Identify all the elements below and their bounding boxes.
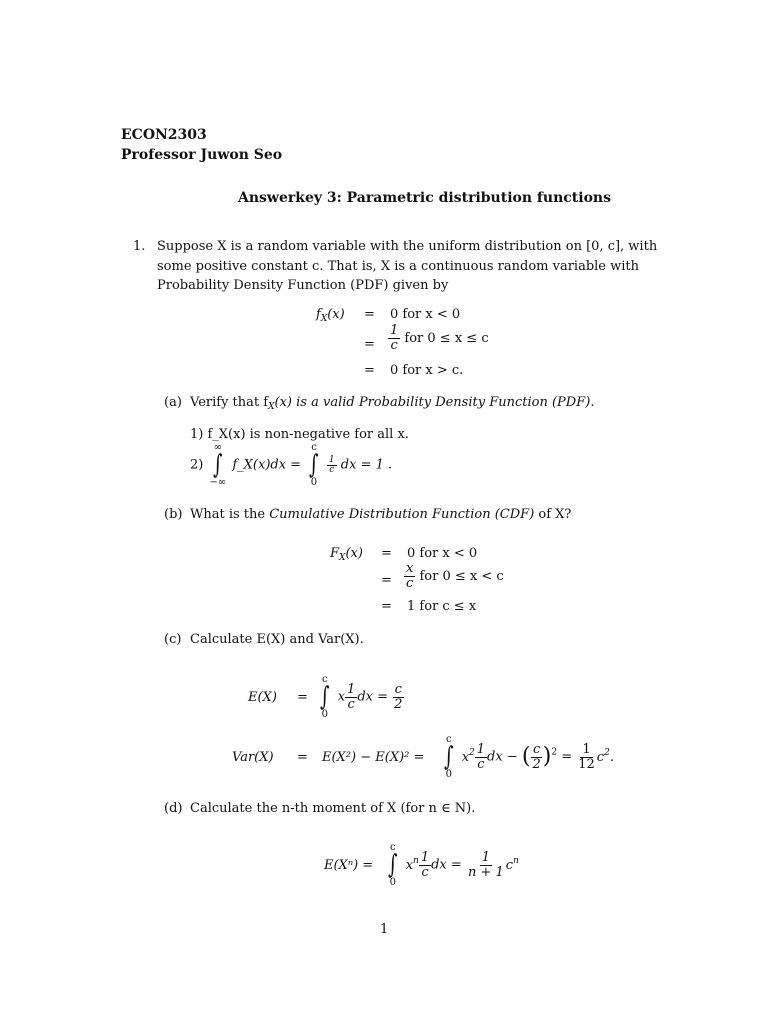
question-line-3: Probability Density Function (PDF) given by: [157, 278, 449, 293]
professor-name: Professor Juwon Seo: [121, 147, 283, 163]
pdf-eq-1: =: [364, 307, 375, 322]
ex-rhs: c ∫ 0 x $\frac{1}{c}$ dx = $\frac{c}{2}$: [320, 674, 403, 720]
part-c-label: (c): [164, 632, 182, 647]
part-c-question: Calculate E(X) and Var(X).: [190, 632, 364, 647]
var-lhs: Var(X): [232, 750, 274, 765]
pdf-eq-3: =: [364, 363, 375, 378]
part-d-label: (d): [164, 801, 183, 816]
cdf-lhs: $F_X(x)$: [330, 546, 363, 563]
part-b-label: (b): [164, 507, 183, 522]
pdf-row-2: $\frac{1}{c}$ for 0 ≤ x ≤ c: [390, 323, 489, 353]
moment-rhs: c ∫ 0 $x^n$ $\frac{1}{c}$ dx = $\frac{1}{n + 1}$ $c^n$: [388, 842, 519, 888]
question-line-1: Suppose X is a random variable with the uniform distribution on [0, c], with: [157, 239, 658, 254]
ex-eq: =: [297, 690, 308, 705]
page-title: Answerkey 3: Parametric distribution functions: [238, 190, 611, 206]
page-number: 1: [380, 922, 389, 937]
cdf-eq-2: =: [381, 573, 392, 588]
part-b-question: What is the Cumulative Distribution Function (CDF) of X?: [190, 507, 572, 522]
cdf-row-1: 0 for x < 0: [407, 546, 478, 561]
question-number: 1.: [133, 239, 146, 254]
part-d-question: Calculate the n-th moment of X (for n ∈ N).: [190, 801, 476, 816]
var-mid: E(X²) − E(X)² =: [322, 750, 425, 765]
pdf-lhs: $f_X(x)$: [316, 307, 345, 324]
moment-lhs: E(Xⁿ) =: [324, 858, 374, 873]
cdf-eq-1: =: [381, 546, 392, 561]
pdf-row-3: 0 for x > c.: [390, 363, 464, 378]
var-rhs: c ∫ 0 $x^2$ $\frac{1}{c}$ dx − ( $\frac{c}{2}$ )$^2$ = $\frac{1}{12}$ $c^2$.: [444, 734, 614, 780]
cdf-row-2: $\frac{x}{c}$ for 0 ≤ x < c: [406, 561, 504, 591]
var-eq: =: [297, 750, 308, 765]
question-line-2: some positive constant c. That is, X is a continuous random variable with: [157, 259, 640, 274]
cdf-row-3: 1 for c ≤ x: [407, 599, 477, 614]
pdf-eq-2: =: [364, 337, 375, 352]
part-a-item-1: 1) f_X(x) is non-negative for all x.: [190, 427, 409, 442]
part-a-item-2: 2) ∞ ∫ −∞ f_X(x)dx = c ∫ 0 $\frac{1}{c}$ dx = 1 .: [190, 442, 393, 488]
course-code: ECON2303: [121, 127, 207, 143]
pdf-row-1: 0 for x < 0: [390, 307, 461, 322]
part-a-question: Verify that $f_X(x)$ is a valid Probability Density Function (PDF).: [190, 395, 595, 412]
cdf-eq-3: =: [381, 599, 392, 614]
ex-lhs: E(X): [248, 690, 277, 705]
part-a-label: (a): [164, 395, 182, 410]
